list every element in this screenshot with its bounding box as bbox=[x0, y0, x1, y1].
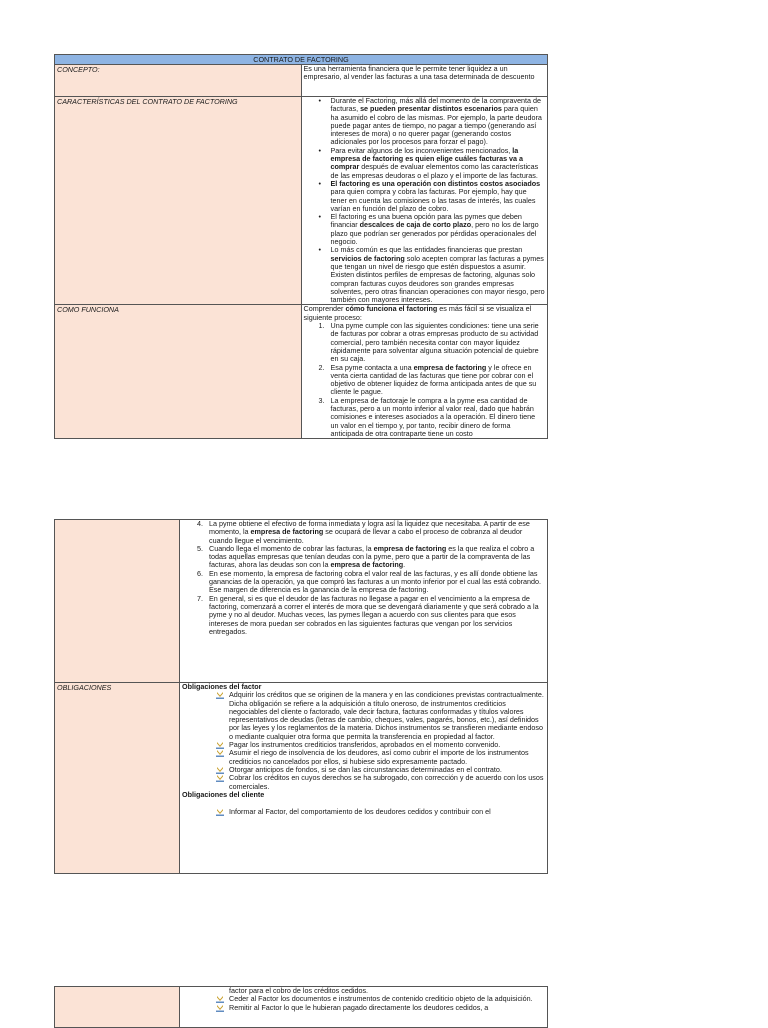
obligaciones-label: OBLIGACIONES bbox=[57, 683, 112, 692]
down-right-arrow-icon bbox=[216, 996, 224, 1003]
caracteristicas-row bbox=[55, 97, 548, 305]
list-item: Asumir el riego de insolvencia de los deudores, así como cubrir el importe de los instrumentos crediticios no cancelados por ellos, si hubiese sido expresamente pactado. bbox=[229, 749, 545, 766]
factor-obligations-list bbox=[182, 691, 545, 791]
list-item: 1. Una pyme cumple con las siguientes condiciones: tiene una serie de facturas por cobrar a otras empresas producto de su actividad comercial, pero también necesita contar con mayor liquidez rápidamente para solventar alguna situación potencial de quiebre en su caja. bbox=[318, 321, 539, 364]
list-item: • Para evitar algunos de los inconvenientes mencionados, la empresa de factoring es quien elige cuáles facturas va a comprar después de evaluar elementos como las características de las empresas deudoras o el plazo y el importe de las facturas. bbox=[331, 147, 546, 180]
concepto-text: Es una herramienta financiera que le permite tener liquidez a un empresario, al vender las facturas a una tasa determinada de descuento bbox=[303, 64, 535, 82]
down-right-arrow-icon bbox=[216, 742, 224, 749]
factor-obligations-heading: Obligaciones del factor bbox=[182, 682, 262, 691]
down-right-arrow-icon bbox=[216, 775, 224, 782]
concepto-row bbox=[55, 65, 548, 97]
como-funciona-label: COMO FUNCIONA bbox=[57, 305, 119, 315]
obligaciones-row bbox=[55, 683, 548, 874]
list-item: • Lo más común es que las entidades financieras que prestan servicios de factoring solo acepten comprar las facturas a pymes que tengan un nivel de riesgo que estén dispuestos a asumir. Existen distintos perfiles de empresas de factoring, algunas solo compran facturas cuyos deudores son grandes empresas solventes, pero otras financian operaciones con mayor riesgo, pero también con mayores intereses. bbox=[331, 246, 546, 304]
como-funciona-label-cell bbox=[55, 305, 302, 439]
process-continuation-row bbox=[55, 520, 548, 683]
list-item: Remitir al Factor lo que le hubieran pagado directamente los deudores cedidos, a bbox=[229, 1004, 545, 1012]
list-item: 4. La pyme obtiene el efectivo de forma inmediata y logra así la liquidez que necesitaba. A partir de ese momento, la empresa de factoring se ocupará de llevar a cabo el proceso de cobranza al deudor cuando llegue el vencimiento. bbox=[197, 519, 530, 545]
caracteristicas-content-cell bbox=[301, 97, 548, 305]
contract-table-page2 bbox=[54, 519, 548, 874]
continuation-text: factor para el cobro de los créditos cedidos. bbox=[229, 986, 369, 995]
list-item: Otorgar anticipos de fondos, si se dan las circunstancias determinadas en el contrato. bbox=[229, 766, 545, 774]
table-title: CONTRATO DE FACTORING bbox=[55, 55, 548, 65]
contract-table-page1 bbox=[54, 54, 548, 439]
client-obligations-continuation-row bbox=[55, 987, 548, 1028]
como-funciona-content-cell bbox=[301, 305, 548, 439]
down-right-arrow-icon bbox=[216, 750, 224, 757]
list-item: 5. Cuando llega el momento de cobrar las facturas, la empresa de factoring es la que realiza el cobro a todas aquellas empresas que tenían deudas con la pyme, pero que a partir de la compraventa de las facturas, ahora las deudas son con la empresa de factoring. bbox=[197, 543, 535, 570]
obligaciones-content-cell bbox=[180, 683, 548, 874]
concepto-label-cell bbox=[55, 65, 302, 97]
como-funciona-intro: Comprender cómo funciona el factoring es más fácil si se visualiza el siguiente proceso: bbox=[303, 304, 532, 322]
client-obligations-heading: Obligaciones del cliente bbox=[182, 789, 265, 799]
process-steps-continued bbox=[182, 520, 545, 636]
title-row bbox=[55, 55, 548, 65]
list-item: Ceder al Factor los documentos e instrumentos de contenido crediticio objeto de la adquisición. bbox=[229, 995, 545, 1003]
list-item: • El factoring es una operación con distintos costos asociados para quien compra y cobra las facturas. Por ejemplo, hay que tener en cuenta las comisiones o las tasas de interés, las cuales varían en función del plazo de cobro. bbox=[331, 180, 546, 213]
caracteristicas-list bbox=[304, 97, 546, 304]
client-obligations-list-continued bbox=[182, 995, 545, 1012]
list-item: Informar al Factor, del comportamiento de los deudores cedidos y contribuir con el bbox=[229, 808, 545, 816]
down-right-arrow-icon bbox=[216, 1005, 224, 1012]
list-item: 7. En general, si es que el deudor de las facturas no llegase a pagar en el vencimiento a la empresa de factoring, comenzará a correr el interés de mora que se devengará diariamente y que será cobrado a la pyme y no al deudor. Muchas veces, las pymes llegan a acuerdo con sus clientes para que esos intereses de mora puedan ser cobrados en las siguientes facturas que vengan por los servicios entregados. bbox=[197, 593, 539, 636]
list-item: Cobrar los créditos en cuyos derechos se ha subrogado, con corrección y de acuerdo con los usos comerciales. bbox=[229, 774, 545, 791]
client-obligations-continuation-cell bbox=[180, 987, 548, 1028]
caracteristicas-label-cell bbox=[55, 97, 302, 305]
concepto-label: CONCEPTO: bbox=[57, 65, 100, 74]
down-right-arrow-icon bbox=[216, 767, 224, 774]
obligaciones-label-cell bbox=[55, 683, 180, 874]
down-right-arrow-icon bbox=[216, 692, 224, 699]
process-steps bbox=[304, 322, 546, 438]
list-item: • El factoring es una buena opción para las pymes que deben financiar descalces de caja de corto plazo, pero no los de largo plazo que podrían ser generados por pérdidas operacionales del negocio. bbox=[331, 213, 546, 246]
down-right-arrow-icon bbox=[216, 809, 224, 816]
como-funciona-row bbox=[55, 305, 548, 439]
list-item: Adquirir los créditos que se originen de la manera y en las condiciones previstas contractualmente. Dicha obligación se refiere a la adquisición a título oneroso, de instrumentos crediticios negociables del cliente o factorado, vale decir factura, facturas conformadas y títulos valores representativos de deudas (letras de cambio, cheques, vales, pagarés, bonos, etc.), así definidos por las leyes y los reglamentos de la materia. Dichos instrumentos se transfieren mediante endoso o mediante cualquier otra forma que permita la transferencia en propiedad al factor. bbox=[229, 691, 545, 741]
concepto-content-cell bbox=[301, 65, 548, 97]
list-item: Pagar los instrumentos crediticios transferidos, aprobados en el momento convenido. bbox=[229, 741, 545, 749]
caracteristicas-label: CARACTERÍSTICAS DEL CONTRATO DE FACTORING bbox=[57, 97, 238, 106]
contract-table-page3 bbox=[54, 986, 548, 1028]
list-item: 6. En ese momento, la empresa de factoring cobra el valor real de las facturas, y es allí donde obtiene las ganancias de la operación, ya que compró las facturas a un monto inferior por el cual las está cobrando. Ese margen de diferencia es la ganancia de la empresa de factoring. bbox=[197, 568, 542, 595]
empty-label-cell bbox=[55, 520, 180, 683]
empty-label-cell bbox=[55, 987, 180, 1028]
list-item: • Durante el Factoring, más allá del momento de la compraventa de facturas, se pueden presentar distintos escenarios para quien ha asumido el cobro de las mismas. Por ejemplo, la parte deudora puede pagar antes de tiempo, no pagar a tiempo (generando así intereses de mora) o no querer pagar (generando costos adicionales por los procesos para forzar el pago). bbox=[331, 97, 546, 147]
client-obligations-list bbox=[182, 808, 545, 816]
process-continuation-cell bbox=[180, 520, 548, 683]
list-item: 3. La empresa de factoraje le compra a la pyme esa cantidad de facturas, pero a un monto inferior al valor real, dado que habrán comisiones e intereses asociados a la operación. El dinero tiene un valor en el tiempo y, por tanto, recibir dinero de forma anticipada de otra contraparte tiene un costo bbox=[318, 395, 536, 438]
list-item: 2. Esa pyme contacta a una empresa de factoring y le ofrece en venta cierta cantidad de las facturas que tiene por cobrar con el objetivo de obtener liquidez de forma anticipada antes de que su cliente le pague. bbox=[318, 362, 537, 397]
